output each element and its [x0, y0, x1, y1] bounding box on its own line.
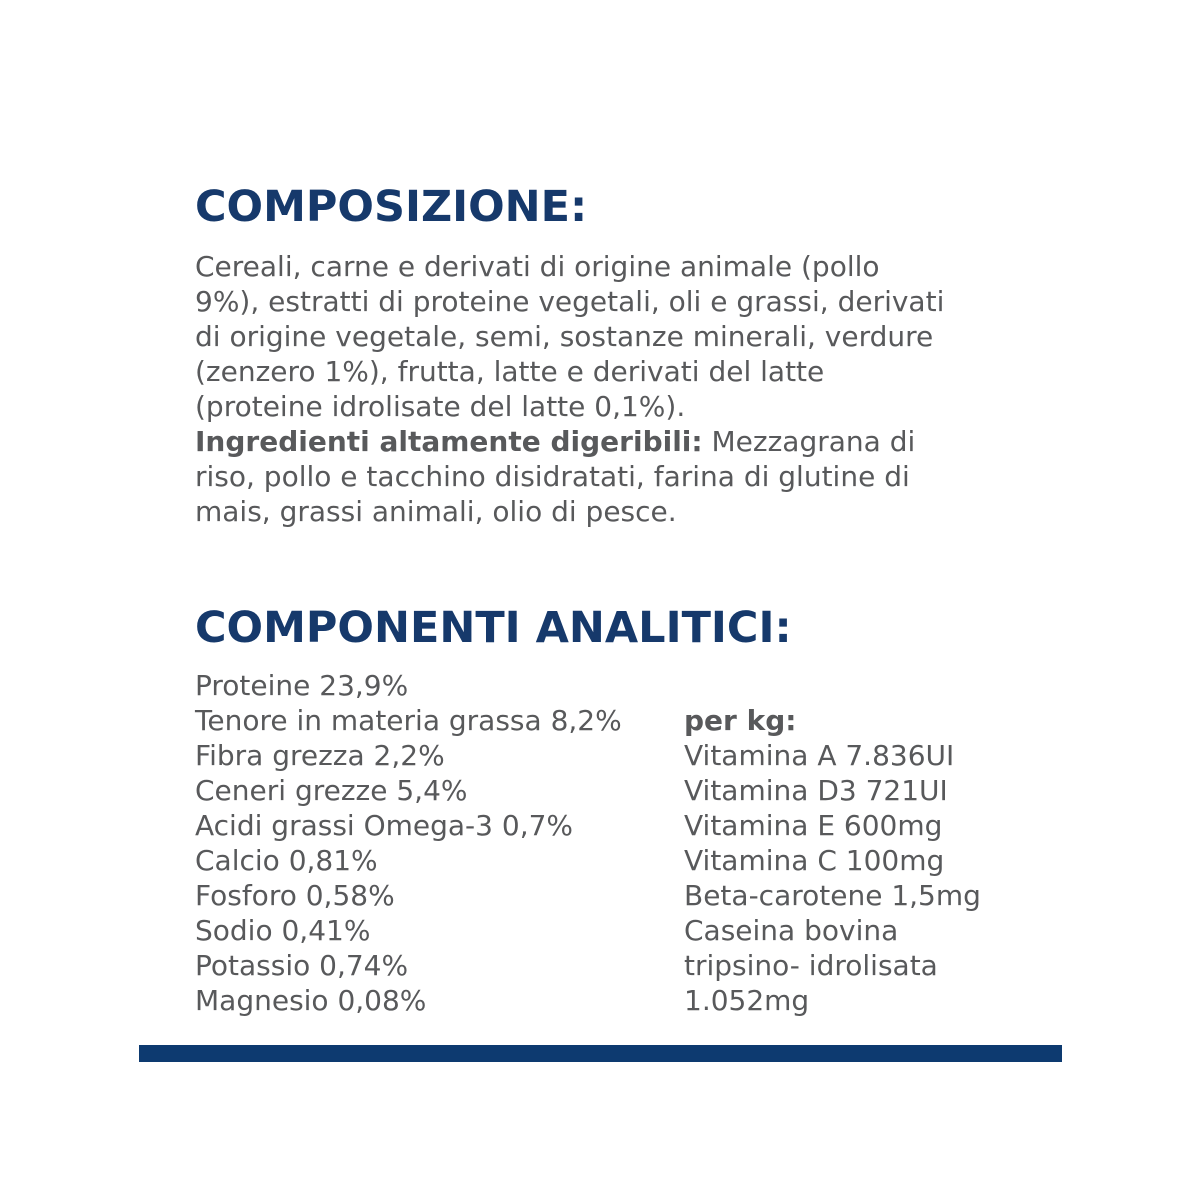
analytical-item-magnesio: Magnesio 0,08% [195, 984, 427, 1017]
digestible-text-line: riso, pollo e tacchino disidratati, farina di glutine di [195, 460, 910, 493]
caseina-item-line-2: tripsino- idrolisata [684, 949, 938, 982]
analytical-item-sodio: Sodio 0,41% [195, 914, 371, 947]
composition-text-line: di origine vegetale, semi, sostanze minerali, verdure [195, 320, 934, 353]
vitamin-item-a: Vitamina A 7.836UI [684, 739, 955, 772]
digestible-ingredients-label: Ingredienti altamente digeribili: [195, 425, 703, 458]
per-kg-label: per kg: [684, 704, 797, 737]
digestible-ingredients-line [195, 424, 944, 459]
vitamin-item-c: Vitamina C 100mg [684, 844, 945, 877]
vitamin-item-e: Vitamina E 600mg [684, 809, 943, 842]
composition-text-line: Cereali, carne e derivati di origine animale (pollo [195, 250, 880, 283]
composition-text-line: (proteine idrolisate del latte 0,1%). [195, 390, 686, 423]
analytical-item-grassa: Tenore in materia grassa 8,2% [195, 704, 622, 737]
digestible-ingredients-rest: Mezzagrana di [702, 425, 916, 458]
analytical-item-calcio: Calcio 0,81% [195, 844, 378, 877]
analytical-item-potassio: Potassio 0,74% [195, 949, 409, 982]
composizione-paragraph [195, 249, 944, 529]
composition-text-line: 9%), estratti di proteine vegetali, oli e grassi, derivati [195, 285, 945, 318]
caseina-item-line-3: 1.052mg [684, 984, 810, 1017]
vitamin-item-d3: Vitamina D3 721UI [684, 774, 948, 807]
analytical-item-proteine: Proteine 23,9% [195, 669, 409, 702]
beta-carotene-item: Beta-carotene 1,5mg [684, 879, 981, 912]
bottom-divider-bar [139, 1045, 1062, 1062]
analytical-right-column [684, 703, 981, 1018]
composizione-heading: COMPOSIZIONE: [195, 182, 588, 232]
analytical-item-fosforo: Fosforo 0,58% [195, 879, 395, 912]
analytical-item-omega3: Acidi grassi Omega-3 0,7% [195, 809, 574, 842]
componenti-analitici-heading: COMPONENTI ANALITICI: [195, 603, 792, 653]
analytical-left-column [195, 668, 622, 1018]
analytical-item-fibra: Fibra grezza 2,2% [195, 739, 445, 772]
caseina-item-line-1: Caseina bovina [684, 914, 899, 947]
composition-text-line: (zenzero 1%), frutta, latte e derivati del latte [195, 355, 825, 388]
analytical-item-ceneri: Ceneri grezze 5,4% [195, 774, 468, 807]
digestible-text-line: mais, grassi animali, olio di pesce. [195, 495, 677, 528]
